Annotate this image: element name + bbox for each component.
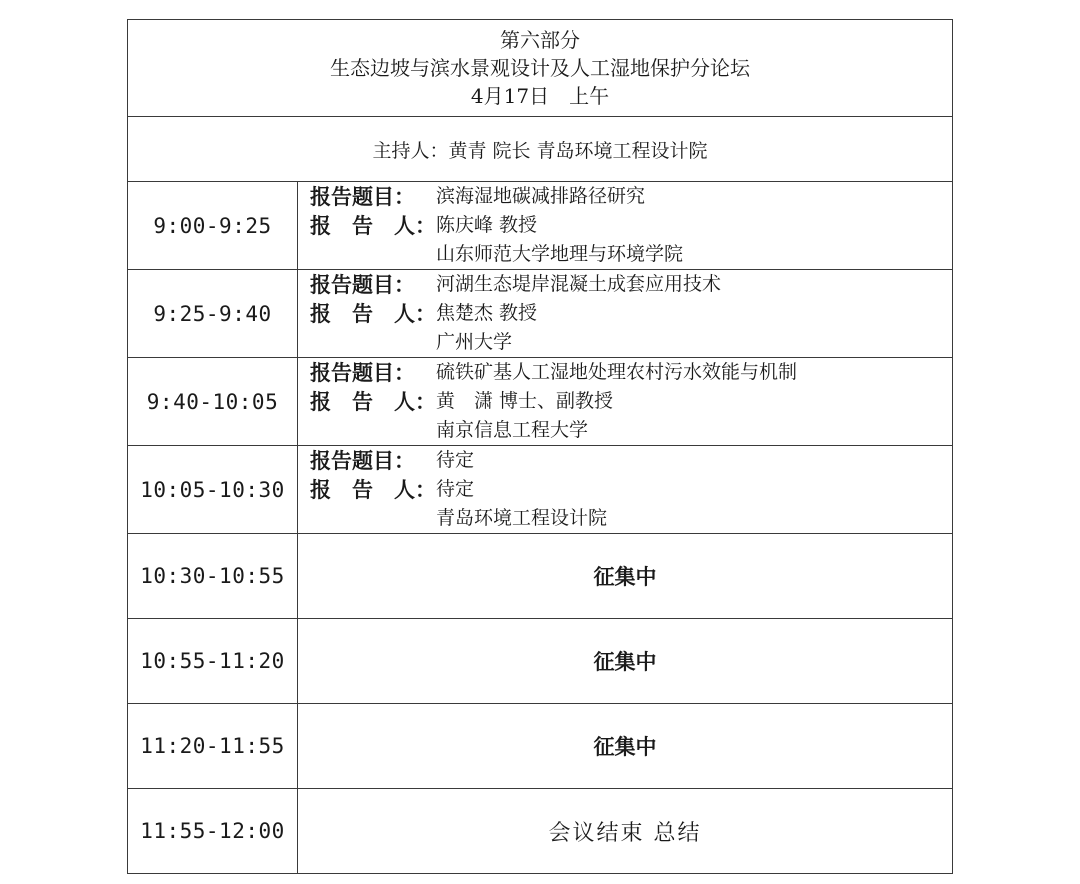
topic-label: 报告题目：	[310, 184, 415, 209]
topic-label: 报告题目：	[310, 360, 415, 385]
talk-topic: 待定	[436, 449, 475, 471]
talk-org: 南京信息工程大学	[436, 419, 589, 441]
slot-time: 10:55-11:20	[128, 619, 298, 704]
speaker-label: 报 告 人：	[310, 301, 436, 326]
speaker-label: 报 告 人：	[310, 477, 436, 502]
talk-topic: 河湖生态堤岸混凝土成套应用技术	[436, 273, 722, 295]
slot-time: 10:30-10:55	[128, 534, 298, 619]
topic-label: 报告题目：	[310, 272, 415, 297]
talk-time: 9:40-10:05	[128, 358, 298, 446]
host-cell: 主持人：黄青 院长 青岛环境工程设计院	[128, 117, 953, 182]
talk-row	[128, 182, 953, 270]
topic-label: 报告题目：	[310, 448, 415, 473]
talk-topic: 硫铁矿基人工湿地处理农村污水效能与机制	[436, 361, 798, 383]
talk-speaker: 待定	[436, 478, 475, 500]
talk-row	[128, 446, 953, 534]
header-cell	[128, 20, 953, 117]
header-row	[128, 20, 953, 117]
talk-details	[298, 358, 953, 446]
open-slot-row	[128, 534, 953, 619]
closing-text: 会议结束 总结	[298, 789, 953, 874]
talk-time: 10:05-10:30	[128, 446, 298, 534]
schedule-table	[127, 19, 953, 874]
talk-details	[298, 270, 953, 358]
speaker-label: 报 告 人：	[310, 213, 436, 238]
slot-status: 征集中	[298, 534, 953, 619]
talk-org: 广州大学	[436, 331, 513, 353]
talk-topic: 滨海湿地碳减排路径研究	[436, 185, 646, 207]
part-title: 第六部分	[500, 28, 580, 52]
talk-details	[298, 182, 953, 270]
closing-row	[128, 789, 953, 874]
talk-speaker: 黄 潇 博士、副教授	[436, 390, 614, 412]
slot-status: 征集中	[298, 619, 953, 704]
slot-time: 11:20-11:55	[128, 704, 298, 789]
forum-title: 生态边坡与滨水景观设计及人工湿地保护分论坛	[330, 56, 750, 80]
session-date: 4月17日 上午	[470, 84, 610, 108]
talk-row	[128, 358, 953, 446]
talk-details	[298, 446, 953, 534]
open-slot-row	[128, 704, 953, 789]
talk-time: 9:00-9:25	[128, 182, 298, 270]
open-slot-row	[128, 619, 953, 704]
closing-time: 11:55-12:00	[128, 789, 298, 874]
talk-time: 9:25-9:40	[128, 270, 298, 358]
talk-org: 山东师范大学地理与环境学院	[436, 243, 684, 265]
slot-status: 征集中	[298, 704, 953, 789]
talk-row	[128, 270, 953, 358]
talk-speaker: 陈庆峰 教授	[436, 214, 538, 236]
talk-speaker: 焦楚杰 教授	[436, 302, 538, 324]
talk-org: 青岛环境工程设计院	[436, 507, 608, 529]
speaker-label: 报 告 人：	[310, 389, 436, 414]
host-row	[128, 117, 953, 182]
